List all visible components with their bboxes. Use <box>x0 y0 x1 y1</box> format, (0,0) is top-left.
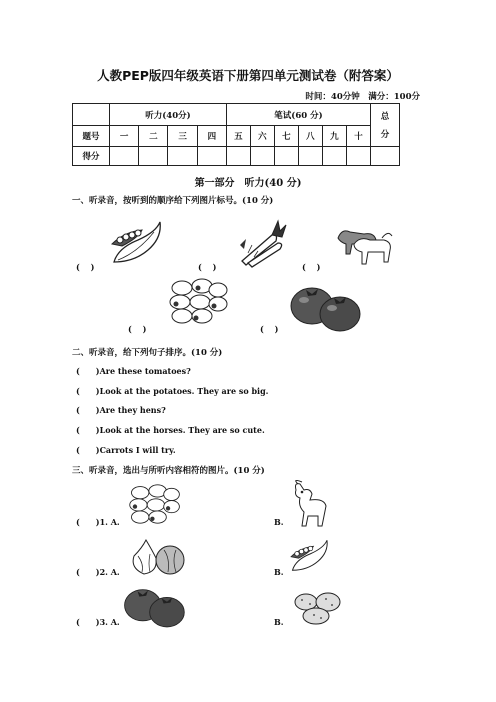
score-cell[interactable] <box>197 147 226 166</box>
number-cell: 十 <box>346 126 370 147</box>
sentence-item: ( )Are these tomatoes? <box>76 366 191 376</box>
section-3-heading: 三、听录音，选出与所听内容相符的图片。(10 分) <box>72 466 265 476</box>
q2-pea-image <box>288 534 330 578</box>
q2-label-a[interactable]: ( )2. A. <box>76 567 120 577</box>
score-cell[interactable] <box>110 147 139 166</box>
number-cell: 一 <box>110 126 139 147</box>
listening-header: 听力(40分) <box>110 104 227 126</box>
question-label: 题号 <box>73 126 110 147</box>
q3-potatoes-image <box>288 590 350 626</box>
page-title: 人教PEP版四年级英语下册第四单元测试卷（附答案） <box>97 68 399 83</box>
q1-goat-image <box>290 480 330 530</box>
answer-bracket[interactable]: ( ) <box>302 262 321 272</box>
score-cell[interactable] <box>250 147 274 166</box>
number-cell: 六 <box>250 126 274 147</box>
q3-label-a[interactable]: ( )3. A. <box>76 617 120 627</box>
number-cell: 四 <box>197 126 226 147</box>
tomatoes-image <box>288 284 362 332</box>
blank-cell <box>73 104 110 126</box>
score-cell[interactable] <box>322 147 346 166</box>
number-cell: 三 <box>168 126 197 147</box>
answer-bracket[interactable]: ( ) <box>128 324 147 334</box>
score-cell[interactable] <box>139 147 168 166</box>
q1-sheep-image <box>128 482 182 526</box>
q2-onions-image <box>130 538 186 578</box>
score-cell[interactable] <box>371 147 400 166</box>
sentence-item: ( )Look at the horses. They are so cute. <box>76 425 265 435</box>
score-row <box>73 147 400 166</box>
score-table <box>72 103 400 166</box>
score-cell[interactable] <box>274 147 298 166</box>
q3-tomatoes-image <box>122 585 186 629</box>
q3-label-b[interactable]: B. <box>274 617 284 627</box>
section-2-heading: 二、听录音，给下列句子排序。(10 分) <box>72 348 223 358</box>
total-header: 总 分 <box>371 104 400 147</box>
answer-bracket[interactable]: ( ) <box>76 262 95 272</box>
pea-pod-image <box>108 218 164 268</box>
number-cell: 五 <box>226 126 250 147</box>
question-number-row <box>73 126 400 147</box>
score-cell[interactable] <box>226 147 250 166</box>
q1-label-a[interactable]: ( )1. A. <box>76 517 120 527</box>
score-cell[interactable] <box>168 147 197 166</box>
answer-bracket[interactable]: ( ) <box>198 262 217 272</box>
number-cell: 七 <box>274 126 298 147</box>
score-cell[interactable] <box>298 147 322 166</box>
part-one-title: 第一部分 听力(40 分) <box>194 178 302 189</box>
horses-image <box>334 218 394 270</box>
answer-bracket[interactable]: ( ) <box>260 324 279 334</box>
q2-label-b[interactable]: B. <box>274 567 284 577</box>
q1-label-b[interactable]: B. <box>274 517 284 527</box>
number-cell: 八 <box>298 126 322 147</box>
sentence-item: ( )Are they hens? <box>76 405 166 415</box>
score-cell[interactable] <box>346 147 370 166</box>
time-info: 时间：40分钟 满分：100分 <box>305 92 420 102</box>
section-1-heading: 一、听录音，按听到的顺序给下列图片标号。(10 分) <box>72 196 274 206</box>
sentence-item: ( )Carrots I will try. <box>76 445 176 455</box>
sheep-image <box>168 276 230 326</box>
number-cell: 二 <box>139 126 168 147</box>
number-cell: 九 <box>322 126 346 147</box>
carrots-image <box>232 215 288 271</box>
writing-header: 笔试(60 分) <box>226 104 370 126</box>
score-label: 得分 <box>73 147 110 166</box>
sentence-item: ( )Look at the potatoes. They are so big. <box>76 386 269 396</box>
